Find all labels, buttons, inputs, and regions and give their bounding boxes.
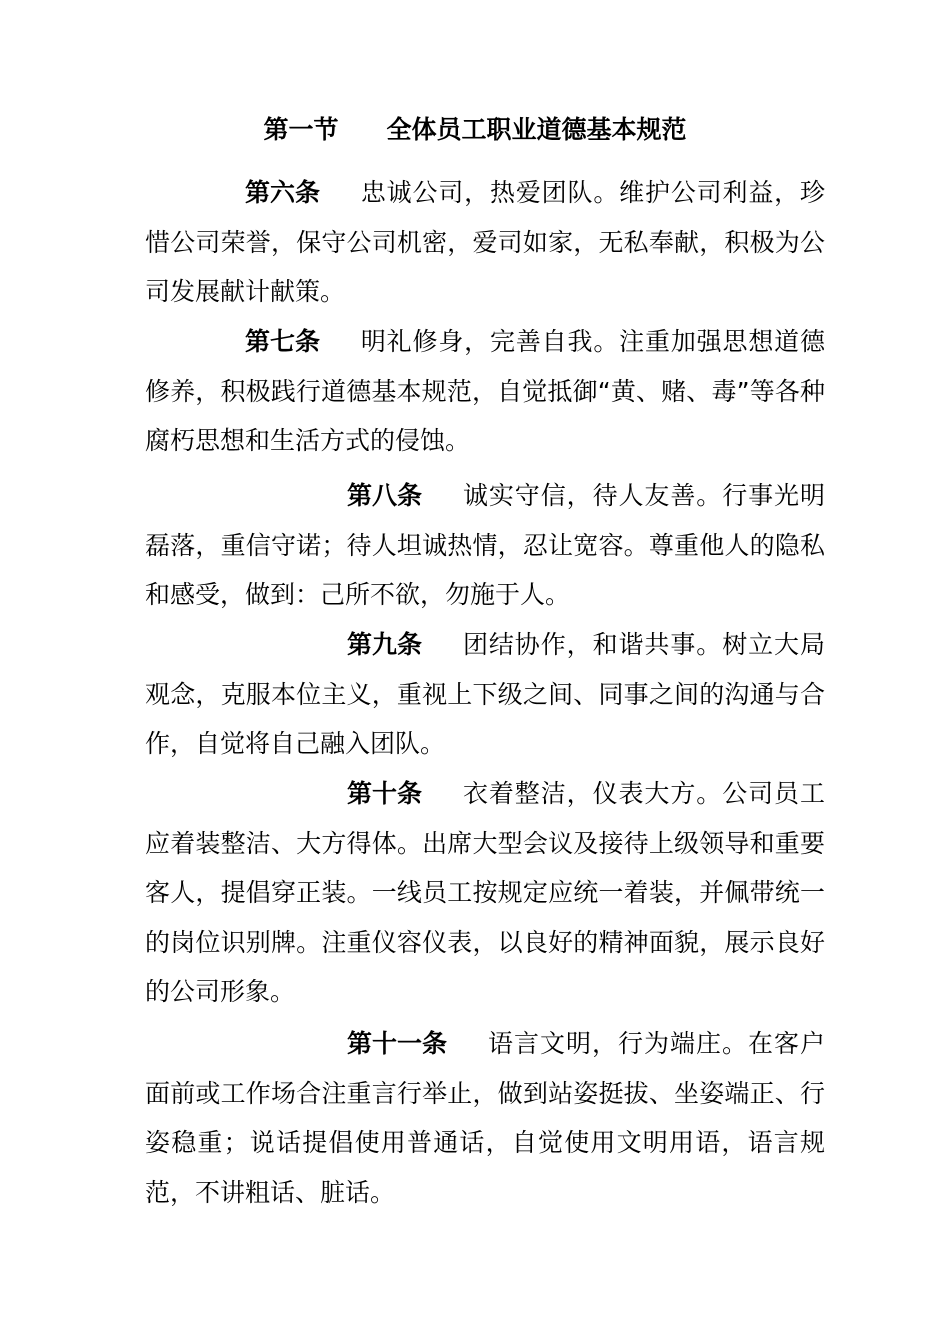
article-9: [145, 620, 825, 769]
article-number: 第六条: [245, 178, 321, 207]
section-title: 全体员工职业道德基本规范: [386, 115, 687, 144]
article-6: [145, 168, 825, 317]
article-text: 明礼修身，完善自我。注重加强思想道德修养，积极践行道德基本规范，自觉抵御“黄、赌、毒”等各种腐朽思想和生活方式的侵蚀。: [145, 327, 825, 455]
article-number: 第八条: [347, 481, 423, 510]
article-7: [145, 317, 825, 466]
article-11: [145, 1019, 825, 1217]
article-text: 忠诚公司，热爱团队。维护公司利益，珍惜公司荣誉，保守公司机密，爱司如家，无私奉献，积极为公司发展献计献策。: [145, 178, 825, 306]
article-number: 第七条: [245, 327, 321, 356]
article-number: 第十条: [347, 779, 423, 808]
article-text: 衣着整洁，仪表大方。公司员工应着装整洁、大方得体。出席大型会议及接待上级领导和重要客人，提倡穿正装。一线员工按规定应统一着装，并佩带统一的岗位识别牌。注重仪容仪表，以良好的精神面貌，展示良好的公司形象。: [145, 779, 825, 1006]
article-10: [145, 769, 825, 1017]
article-number: 第十一条: [347, 1029, 448, 1058]
article-text: 语言文明，行为端庄。在客户面前或工作场合注重言行举止，做到站姿挺拔、坐姿端正、行姿稳重；说话提倡使用普通话，自觉使用文明用语，语言规范，不讲粗话、脏话。: [145, 1029, 825, 1207]
section-heading: [0, 112, 950, 148]
article-text: 诚实守信，待人友善。行事光明磊落，重信守诺；待人坦诚热情，忍让宽容。尊重他人的隐私和感受，做到：己所不欲，勿施于人。: [145, 481, 825, 609]
article-text: 团结协作，和谐共事。树立大局观念，克服本位主义，重视上下级之间、同事之间的沟通与合作，自觉将自己融入团队。: [145, 630, 825, 758]
article-number: 第九条: [347, 630, 423, 659]
article-8: [145, 471, 825, 620]
section-number: 第一节: [263, 115, 339, 144]
